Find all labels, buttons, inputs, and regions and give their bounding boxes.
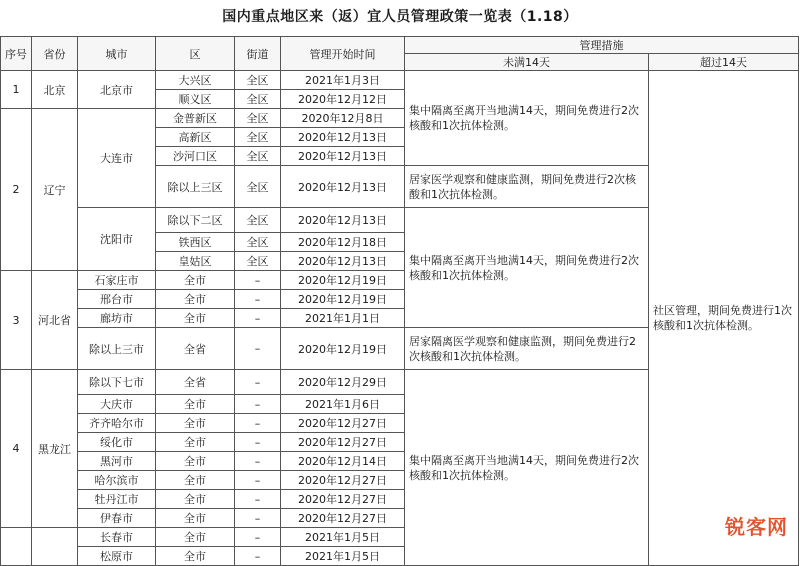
cell-street: 全区 xyxy=(235,147,281,166)
page-title: 国内重点地区来（返）宜人员管理政策一览表（1.18） xyxy=(222,9,578,25)
cell-start-time: 2020年12月13日 xyxy=(281,252,405,271)
cell-province: 黑龙江 xyxy=(32,370,78,528)
cell-street: 全区 xyxy=(235,233,281,252)
cell-measure: 集中隔离至离开当地满14天，期间免费进行2次核酸和1次抗体检测。 xyxy=(405,208,649,328)
cell-district: 皇姑区 xyxy=(156,252,235,271)
cell-street: – xyxy=(235,395,281,414)
cell-seq: 2 xyxy=(1,109,32,271)
cell-start-time: 2020年12月13日 xyxy=(281,128,405,147)
cell-district: 全市 xyxy=(156,490,235,509)
cell-start-time: 2020年12月27日 xyxy=(281,471,405,490)
cell-start-time: 2021年1月6日 xyxy=(281,395,405,414)
cell-start-time: 2020年12月19日 xyxy=(281,328,405,370)
cell-city: 黑河市 xyxy=(78,452,156,471)
cell-city: 伊春市 xyxy=(78,509,156,528)
cell-start-time: 2020年12月29日 xyxy=(281,370,405,395)
cell-start-time: 2020年12月13日 xyxy=(281,208,405,233)
cell-start-time: 2020年12月19日 xyxy=(281,290,405,309)
header-province: 省份 xyxy=(32,37,78,71)
cell-start-time: 2020年12月13日 xyxy=(281,147,405,166)
header-seq: 序号 xyxy=(1,37,32,71)
cell-start-time: 2020年12月13日 xyxy=(281,166,405,208)
cell-district: 全市 xyxy=(156,395,235,414)
cell-street: – xyxy=(235,370,281,395)
cell-start-time: 2020年12月12日 xyxy=(281,90,405,109)
cell-district: 全市 xyxy=(156,452,235,471)
cell-measure: 居家医学观察和健康监测，期间免费进行2次核酸和1次抗体检测。 xyxy=(405,166,649,208)
cell-over-14-measure: 社区管理，期间免费进行1次核酸和1次抗体检测。 xyxy=(649,71,799,566)
cell-start-time: 2021年1月5日 xyxy=(281,547,405,566)
header-district: 区 xyxy=(156,37,235,71)
cell-measure: 居家隔离医学观察和健康监测，期间免费进行2次核酸和1次抗体检测。 xyxy=(405,328,649,370)
cell-street: – xyxy=(235,433,281,452)
cell-start-time: 2020年12月27日 xyxy=(281,433,405,452)
cell-district: 金普新区 xyxy=(156,109,235,128)
cell-street: – xyxy=(235,309,281,328)
cell-district: 全市 xyxy=(156,290,235,309)
cell-street: – xyxy=(235,271,281,290)
cell-measure: 集中隔离至离开当地满14天，期间免费进行2次核酸和1次抗体检测。 xyxy=(405,370,649,566)
cell-district: 全市 xyxy=(156,414,235,433)
cell-street: 全区 xyxy=(235,109,281,128)
cell-start-time: 2021年1月3日 xyxy=(281,71,405,90)
cell-district: 全市 xyxy=(156,271,235,290)
cell-district: 铁西区 xyxy=(156,233,235,252)
cell-city: 大连市 xyxy=(78,109,156,208)
watermark-logo: 锐客网 xyxy=(725,515,788,539)
cell-district: 大兴区 xyxy=(156,71,235,90)
cell-street: 全区 xyxy=(235,166,281,208)
header-under-14-days: 未满14天 xyxy=(405,54,649,71)
cell-measure: 集中隔离至离开当地满14天，期间免费进行2次核酸和1次抗体检测。 xyxy=(405,71,649,166)
policy-table xyxy=(0,36,799,566)
cell-street: 全区 xyxy=(235,128,281,147)
cell-city: 齐齐哈尔市 xyxy=(78,414,156,433)
cell-city: 石家庄市 xyxy=(78,271,156,290)
cell-street: – xyxy=(235,509,281,528)
cell-seq: 3 xyxy=(1,271,32,370)
cell-city: 松原市 xyxy=(78,547,156,566)
cell-street: – xyxy=(235,547,281,566)
cell-district: 沙河口区 xyxy=(156,147,235,166)
cell-city: 哈尔滨市 xyxy=(78,471,156,490)
cell-district: 全市 xyxy=(156,309,235,328)
cell-seq: 4 xyxy=(1,370,32,528)
cell-start-time: 2020年12月8日 xyxy=(281,109,405,128)
cell-district: 全省 xyxy=(156,370,235,395)
cell-street: – xyxy=(235,290,281,309)
cell-city: 沈阳市 xyxy=(78,208,156,271)
cell-start-time: 2020年12月14日 xyxy=(281,452,405,471)
cell-start-time: 2020年12月27日 xyxy=(281,509,405,528)
cell-city: 北京市 xyxy=(78,71,156,109)
cell-street: – xyxy=(235,452,281,471)
cell-province: 北京 xyxy=(32,71,78,109)
cell-street: – xyxy=(235,471,281,490)
cell-city: 大庆市 xyxy=(78,395,156,414)
cell-city: 绥化市 xyxy=(78,433,156,452)
cell-district: 高新区 xyxy=(156,128,235,147)
cell-start-time: 2020年12月27日 xyxy=(281,490,405,509)
cell-district: 全省 xyxy=(156,328,235,370)
cell-seq xyxy=(1,528,32,566)
cell-city: 廊坊市 xyxy=(78,309,156,328)
header-city: 城市 xyxy=(78,37,156,71)
cell-province: 辽宁 xyxy=(32,109,78,271)
cell-street: 全区 xyxy=(235,208,281,233)
cell-city: 长春市 xyxy=(78,528,156,547)
cell-street: 全区 xyxy=(235,252,281,271)
cell-province xyxy=(32,528,78,566)
cell-seq: 1 xyxy=(1,71,32,109)
cell-street: – xyxy=(235,528,281,547)
cell-city: 牡丹江市 xyxy=(78,490,156,509)
cell-street: 全区 xyxy=(235,71,281,90)
cell-street: 全区 xyxy=(235,90,281,109)
cell-district: 顺义区 xyxy=(156,90,235,109)
cell-district: 全市 xyxy=(156,528,235,547)
cell-district: 除以下二区 xyxy=(156,208,235,233)
cell-district: 全市 xyxy=(156,547,235,566)
cell-district: 全市 xyxy=(156,471,235,490)
cell-start-time: 2021年1月5日 xyxy=(281,528,405,547)
cell-start-time: 2021年1月1日 xyxy=(281,309,405,328)
cell-district: 全市 xyxy=(156,509,235,528)
cell-street: – xyxy=(235,328,281,370)
header-over-14-days: 超过14天 xyxy=(649,54,799,71)
cell-city: 除以下七市 xyxy=(78,370,156,395)
cell-province: 河北省 xyxy=(32,271,78,370)
cell-start-time: 2020年12月27日 xyxy=(281,414,405,433)
header-measures: 管理措施 xyxy=(405,37,799,54)
cell-district: 除以上三区 xyxy=(156,166,235,208)
header-street: 街道 xyxy=(235,37,281,71)
cell-city: 邢台市 xyxy=(78,290,156,309)
cell-street: – xyxy=(235,490,281,509)
cell-city: 除以上三市 xyxy=(78,328,156,370)
cell-start-time: 2020年12月19日 xyxy=(281,271,405,290)
cell-street: – xyxy=(235,414,281,433)
header-start-time: 管理开始时间 xyxy=(281,37,405,71)
table-row xyxy=(1,71,799,90)
cell-start-time: 2020年12月18日 xyxy=(281,233,405,252)
cell-district: 全市 xyxy=(156,433,235,452)
